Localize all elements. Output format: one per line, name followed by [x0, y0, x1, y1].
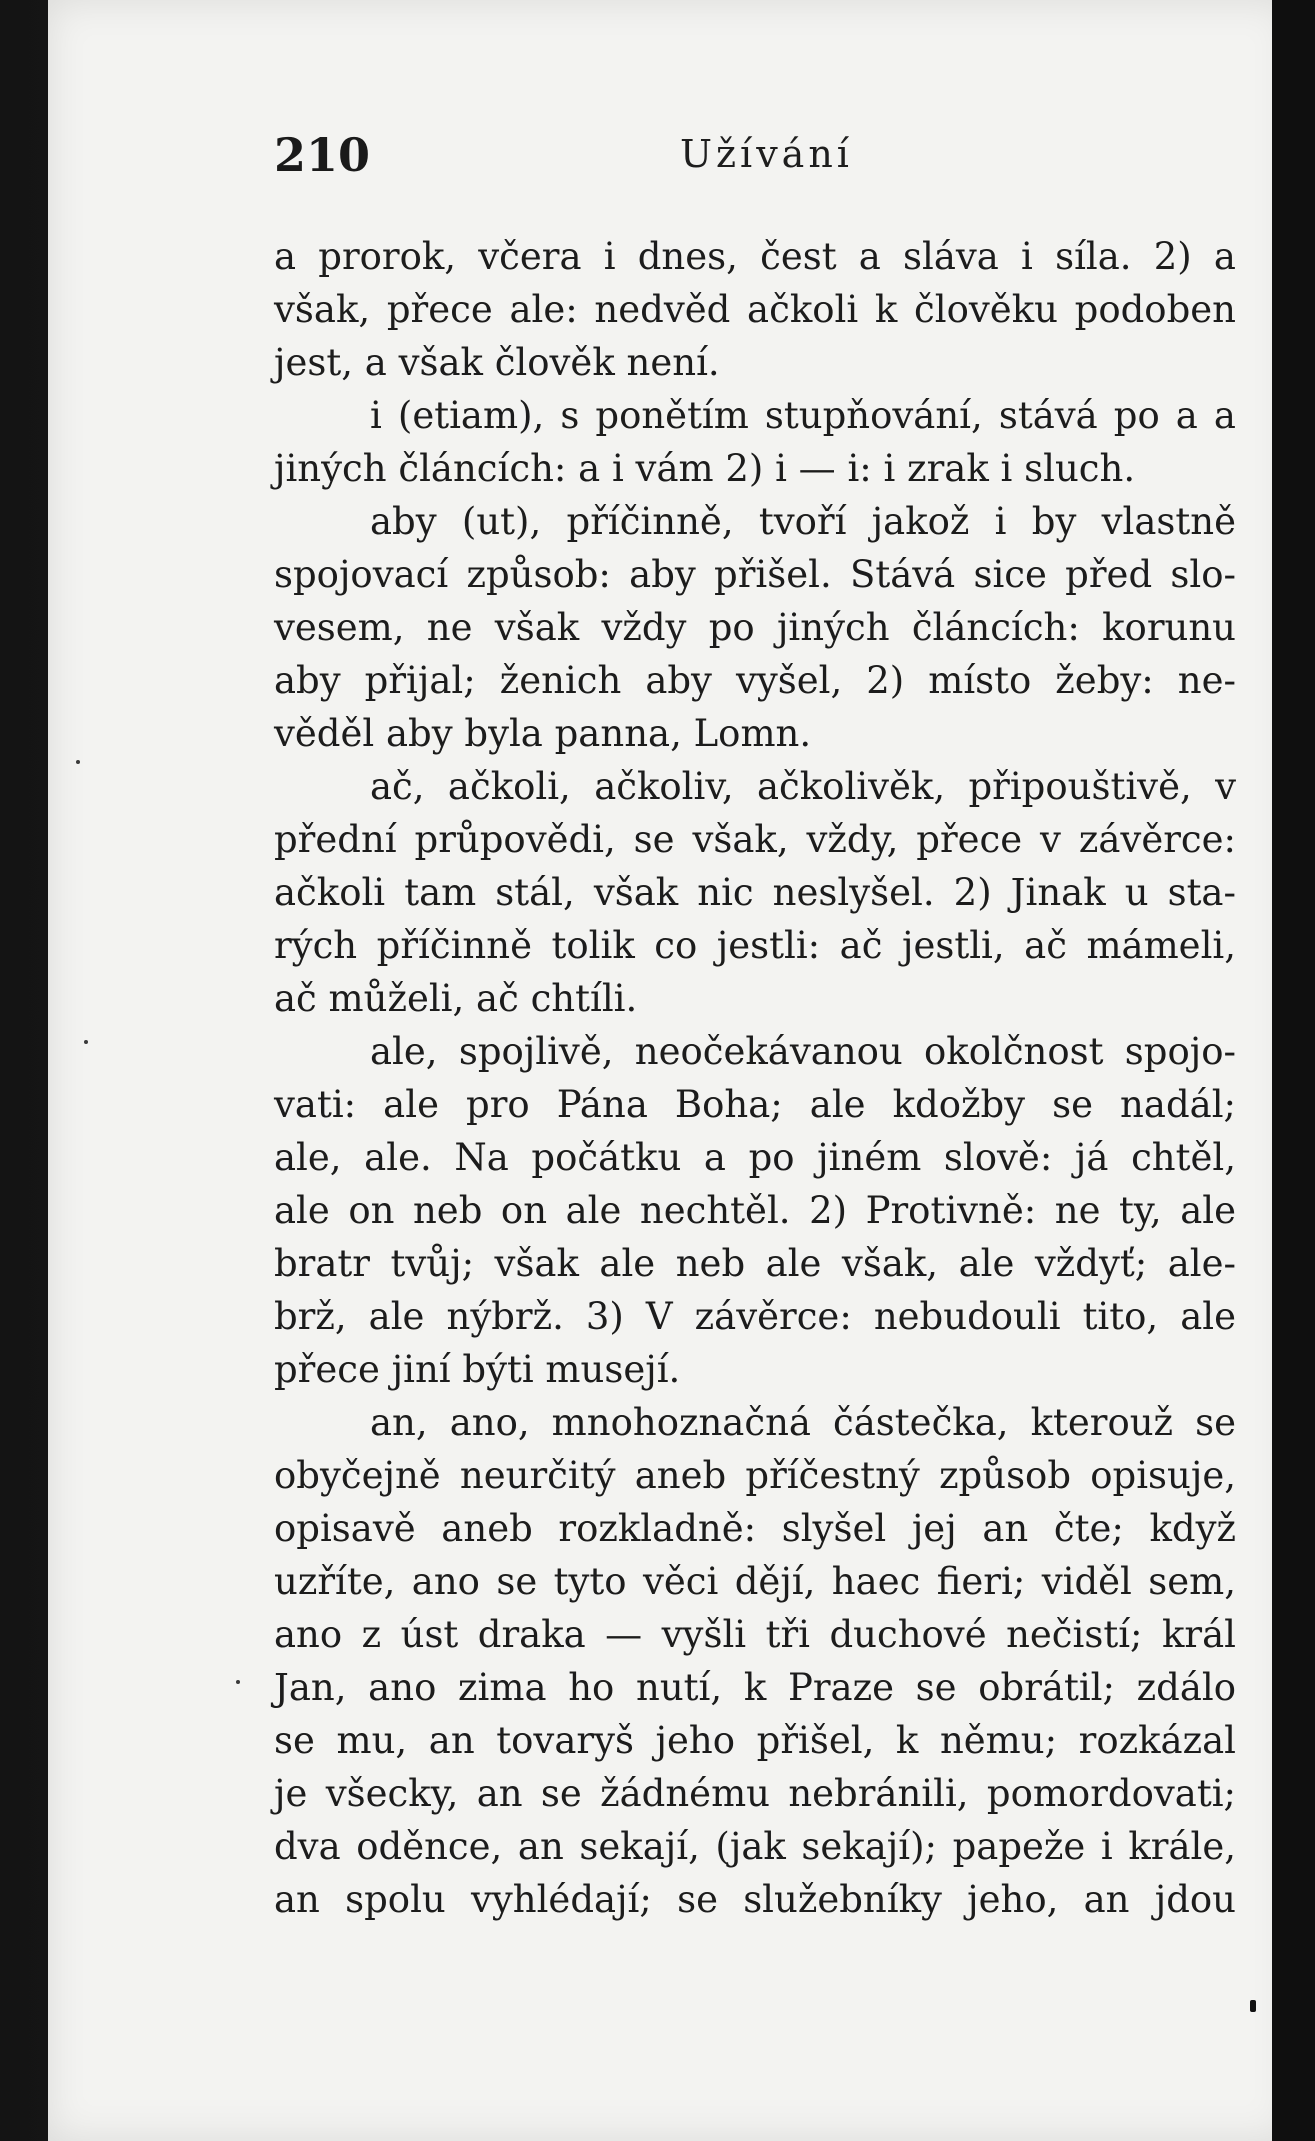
text-line: i (etiam), s ponětím stupňování, stává po a a [370, 394, 1236, 437]
text-line: aby (ut), příčinně, tvoří jakož i by vlastně [370, 500, 1236, 543]
text-line: však, přece ale: nedvěd ačkoli k člověku podoben [274, 288, 1236, 331]
text-line: jest, a však člověk není. [274, 341, 720, 384]
text-line: opisavě aneb rozkladně: slyšel jej an čte; když [274, 1507, 1236, 1550]
text-line: ale, ale. Na počátku a po jiném slově: já chtěl, [274, 1136, 1236, 1179]
ink-speck [76, 760, 80, 764]
ink-speck [1250, 2000, 1256, 2012]
text-line: vati: ale pro Pána Boha; ale kdožby se nadál; [274, 1083, 1236, 1126]
text-line: ano z úst draka — vyšli tři duchové nečistí; král [274, 1613, 1236, 1656]
text-line: ačkoli tam stál, však nic neslyšel. 2) Jinak u sta- [274, 871, 1236, 914]
text-line: spojovací způsob: aby přišel. Stává sice před slo- [274, 553, 1236, 596]
text-line: ač, ačkoli, ačkoliv, ačkolivěk, připouštivě, v [370, 765, 1236, 808]
page-number: 210 [274, 128, 371, 182]
text-line: vesem, ne však vždy po jiných článcích: korunu [274, 606, 1236, 649]
text-line: jiných článcích: a i vám 2) i — i: i zrak i sluch. [274, 447, 1136, 490]
text-line: dva oděnce, an sekají, (jak sekají); papeže i krále, [274, 1825, 1236, 1868]
text-line: ale, spojlivě, neočekávanou okolčnost spojo- [370, 1030, 1236, 1073]
text-line: bratr tvůj; však ale neb ale však, ale vždyť; ale- [274, 1242, 1236, 1285]
ink-speck [84, 1040, 88, 1044]
text-line: obyčejně neurčitý aneb příčestný způsob opisuje, [274, 1454, 1236, 1497]
text-line: Jan, ano zima ho nutí, k Praze se obrátil; zdálo [274, 1666, 1236, 1709]
text-line: ač můželi, ač chtíli. [274, 977, 638, 1020]
ink-speck [236, 1680, 240, 1684]
text-line: aby přijal; ženich aby vyšel, 2) místo žeby: ne- [274, 659, 1236, 702]
text-line: an, ano, mnohoznačná částečka, kterouž se [370, 1401, 1236, 1444]
text-line: přední průpovědi, se však, vždy, přece v závěrce: [274, 818, 1236, 861]
text-line: se mu, an tovaryš jeho přišel, k němu; rozkázal [274, 1719, 1236, 1762]
text-line: brž, ale nýbrž. 3) V závěrce: nebudouli tito, ale [274, 1295, 1236, 1338]
text-line: rých příčinně tolik co jestli: ač jestli, ač mámeli, [274, 924, 1236, 967]
text-line: uzříte, ano se tyto věci dějí, haec fieri; viděl sem, [274, 1560, 1236, 1603]
text-line: věděl aby byla panna, Lomn. [274, 712, 812, 755]
running-head: Užívání [680, 132, 853, 176]
page-header [274, 128, 1284, 198]
text-line: přece jiní býti musejí. [274, 1348, 681, 1391]
text-line: je všecky, an se žádnému nebránili, pomordovati; [274, 1772, 1236, 1815]
page-edge-shadow [1272, 0, 1315, 2141]
text-line: ale on neb on ale nechtěl. 2) Protivně: ne ty, ale [274, 1189, 1236, 1232]
text-line: a prorok, včera i dnes, čest a sláva i síla. 2) a [274, 235, 1236, 278]
body-text [274, 230, 1236, 1926]
text-line: an spolu vyhlédají; se služebníky jeho, an jdou [274, 1878, 1236, 1921]
